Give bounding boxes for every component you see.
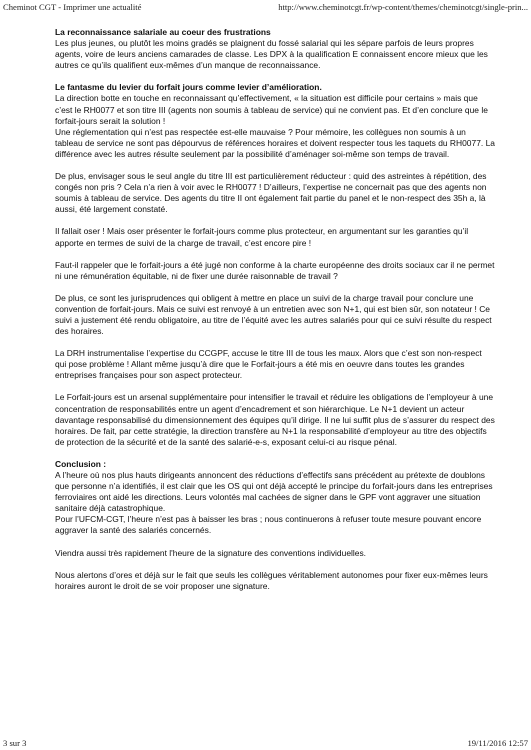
section-forfait <box>55 82 495 160</box>
header-page-title: Cheminot CGT - Imprimer une actualité <box>3 2 142 12</box>
paragraph-oser: Il fallait oser ! Mais oser présenter le forfait-jours comme plus protecteur, en argumentant sur les garanties qu’il apporte en termes de suivi de la charge de travail, c’est encore pire ! <box>55 226 469 248</box>
paragraph-titre-iii: De plus, envisager sous le seul angle du titre III est particulièrement réducteur : quid des astreintes à répétition, des congés non pris ? Cela n’a rien à voir avec le RH0077 ! D’ailleurs, l’expertise ne concernait pas que des agents non soumis à tableau de service. Des agents du titre II ont également fait partie du panel et le non-respect des 35h a, là aussi, été largement constaté. <box>55 171 487 215</box>
paragraph-charte: Faut-il rappeler que le forfait-jours a été jugé non conforme à la charte européenne des droits sociaux car il ne permet ni une rémunération équitable, ni de fixer une durée raisonnable de travail ? <box>55 259 495 281</box>
paragraph-drh: La DRH instrumentalise l’expertise du CCGPF, accuse le titre III de tous les maux. Alors que c’est son non-respect qui pose problème ! Allant même jusqu’à dire que le Forfait-jours a été mis en oeuvre dans toutes les grandes entreprises françaises pour son aspect protecteur. <box>55 348 482 381</box>
conclusion-text-1: A l’heure où nos plus hauts dirigeants annoncent des réductions d’effectifs sans précédent au prétexte de doublons que personne n’a identifiés, il est clair que les OS qui ont déjà accepté le principe du forfait-jours dans les entreprises ferroviaires ont aidé les directions. Leurs volontés mal cachées de signer dans le GPF vont aggraver une situation sanitaire déjà catastrophique. <box>55 470 493 514</box>
header-url: http://www.cheminotcgt.fr/wp-content/themes/cheminotcgt/single-prin... <box>278 2 528 12</box>
paragraph-conventions: Viendra aussi très rapidement l'heure de la signature des conventions individuelles. <box>55 547 367 558</box>
paragraph-jurisprudences: De plus, ce sont les jurisprudences qui obligent à mettre en place un suivi de la charge travail pour conclure une convention de forfait-jours. Mais ce suivi est renvoyé à un entretien avec son N+1, qui est bien sûr, son notateur ! Ce suivi a justement été rendu obligatoire, au titre de l’équité avec les autres salariés pour qui ce suivi résulte du respect des horaires. <box>55 292 492 337</box>
section-forfait-heading: Le fantasme du levier du forfait jours comme levier d’amélioration. <box>55 82 322 93</box>
section-conclusion <box>55 459 495 537</box>
paragraph-arsenal: Le Forfait-jours est un arsenal supplémentaire pour intensifier le travail et réduire les obligations de l’employeur à une concentration de responsabilités entre un agent d’encadrement et son hiérarchique. Le N+1 devient un acteur davantage responsabilisé du dimensionnement des équipes qu’il dirige. Il ne lui suffit plus de s’assurer du respect des horaires. De fait, par cette stratégie, la direction transfère au N+1 la responsabilité d’employeur au titre des objectifs de protection de la sécurité et de la santé des salarié-e-s, exposant celui-ci au risque pénal. <box>55 392 495 447</box>
section-forfait-text-2: Une réglementation qui n’est pas respectée est-elle mauvaise ? Pour mémoire, les collègues non soumis à un tableau de service ne sont pas dépourvus de références horaires et doivent respecter tous les taquets du RH0077. La différence avec les autres résulte seulement par la possibilité d’aménager soi-même son temps de travail. <box>55 126 495 159</box>
article-body <box>55 27 495 603</box>
print-footer <box>0 736 531 750</box>
footer-timestamp: 19/11/2016 12:57 <box>467 738 528 748</box>
section-salary <box>55 27 495 71</box>
print-header <box>0 0 531 14</box>
footer-page-number: 3 sur 3 <box>3 738 27 748</box>
conclusion-heading: Conclusion : <box>55 458 107 469</box>
section-forfait-text-1: La direction botte en touche en reconnaissant qu’effectivement, « la situation est difficile pour certains » mais que c’est le RH0077 et son titre III (agents non soumis à tableau de service) qui ne convient pas. Et d’en conclure que le forfait-jours serait la solution ! <box>55 93 488 126</box>
conclusion-text-2: Pour l’UFCM-CGT, l’heure n’est pas à baisser les bras ; nous continuerons à refuser toute mesure pouvant encore aggraver la santé des salariés concernés. <box>55 514 482 536</box>
section-salary-heading: La reconnaissance salariale au coeur des frustrations <box>55 27 271 37</box>
section-salary-text: Les plus jeunes, ou plutôt les moins gradés se plaignent du fossé salarial qui les sépare parfois de leurs propres agents, voire de leurs anciens camarades de classe. Les DPX à la qualification E connaissent encore mieux que les autres ce qu’ils qualifient eux-mêmes d’un manque de reconnaissance. <box>55 38 488 71</box>
paragraph-alerte: Nous alertons d’ores et déjà sur le fait que seuls les collègues véritablement autonomes pour fixer eux-mêmes leurs horaires auront le droit de se voir proposer une signature. <box>55 569 488 591</box>
